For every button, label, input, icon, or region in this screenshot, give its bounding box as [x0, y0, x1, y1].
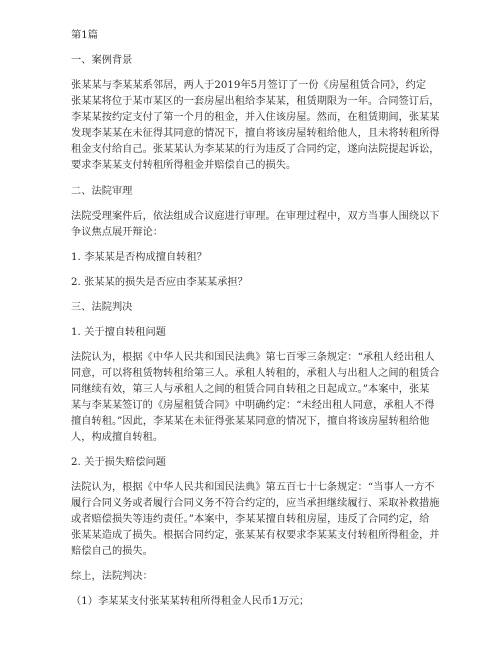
ruling-item-1: （1）李某某支付张某某转租所得租金人民币1万元； — [71, 596, 310, 607]
section-heading-trial: 二、法院审理 — [71, 186, 133, 197]
paragraph-line: 法院受理案件后，依法组成合议庭进行审理。在审理过程中，双方当事人围绕以下 — [71, 211, 440, 222]
conclusion-text: 综上，法院判决： — [71, 571, 153, 582]
paragraph-line: 法院认为，根据《中华人民共和国民法典》第五百七十七条规定：“当事人一方不 — [71, 482, 435, 493]
paragraph-line: 同继续有效，第三人与承租人之间的租赁合同自转租之日起成立。”本案中，张某 — [71, 384, 430, 395]
paragraph-line: 赔偿自己的损失。 — [71, 546, 153, 557]
paragraph-line: 法院认为，根据《中华人民共和国民法典》第七百零三条规定：“承租人经出租人 — [71, 352, 435, 363]
paragraph-line: 争议焦点展开辩论： — [71, 227, 164, 238]
paragraph-compensation — [71, 480, 440, 560]
paragraph-line: 擅自转租。”因此，李某某在未征得张某某同意的情况下，擅自将该房屋转租给他 — [71, 416, 430, 427]
paragraph-sublease — [71, 350, 440, 446]
subheading-sublease: 1. 关于擅自转租问题 — [71, 327, 167, 338]
document-page — [71, 28, 440, 610]
section-heading-background: 一、案例背景 — [71, 55, 133, 66]
section-heading-judgment: 三、法院判决 — [71, 302, 133, 313]
paragraph-line: 要求李某某支付转租所得租金并赔偿自己的损失。 — [71, 160, 297, 171]
paragraph-background — [71, 78, 440, 174]
paragraph-line: 人，构成擅自转租。 — [71, 432, 164, 443]
paragraph-line: 履行合同义务或者履行合同义务不符合约定的，应当承担继续履行、采取补救措施 — [71, 498, 440, 509]
paragraph-line: 张某某与李某某系邻居，两人于2019年5月签订了一份《房屋租赁合同》，约定 — [71, 80, 427, 91]
paragraph-line: 或者赔偿损失等违约责任。”本案中，李某某擅自转租房屋，违反了合同约定，给 — [71, 514, 430, 525]
paragraph-line: 同意，可以将租赁物转租给第三人。承租人转租的，承租人与出租人之间的租赁合 — [71, 368, 440, 379]
issue-item-1: 1. 李某某是否构成擅自转租？ — [71, 252, 207, 263]
paragraph-line: 张某某将位于某市某区的一套房屋出租给李某某，租赁期限为一年。合同签订后， — [71, 96, 440, 107]
subheading-compensation: 2. 关于损失赔偿问题 — [71, 457, 167, 468]
paragraph-line: 李某某按约定支付了第一个月的租金，并入住该房屋。然而，在租赁期间，张某某 — [71, 112, 440, 123]
paragraph-line: 租金支付给自己。张某某认为李某某的行为违反了合同约定，遂向法院提起诉讼， — [71, 144, 440, 155]
issue-item-2: 2. 张某某的损失是否应由李某某承担？ — [71, 277, 248, 288]
chapter-title: 第1篇 — [71, 30, 99, 41]
paragraph-line: 张某某造成了损失。根据合同约定，张某某有权要求李某某支付转租所得租金，并 — [71, 530, 440, 541]
paragraph-line: 某与李某某签订的《房屋租赁合同》中明确约定：“未经出租人同意，承租人不得 — [71, 400, 435, 411]
paragraph-line: 发现李某某在未征得其同意的情况下，擅自将该房屋转租给他人，且未将转租所得 — [71, 128, 440, 139]
paragraph-trial — [71, 209, 440, 241]
